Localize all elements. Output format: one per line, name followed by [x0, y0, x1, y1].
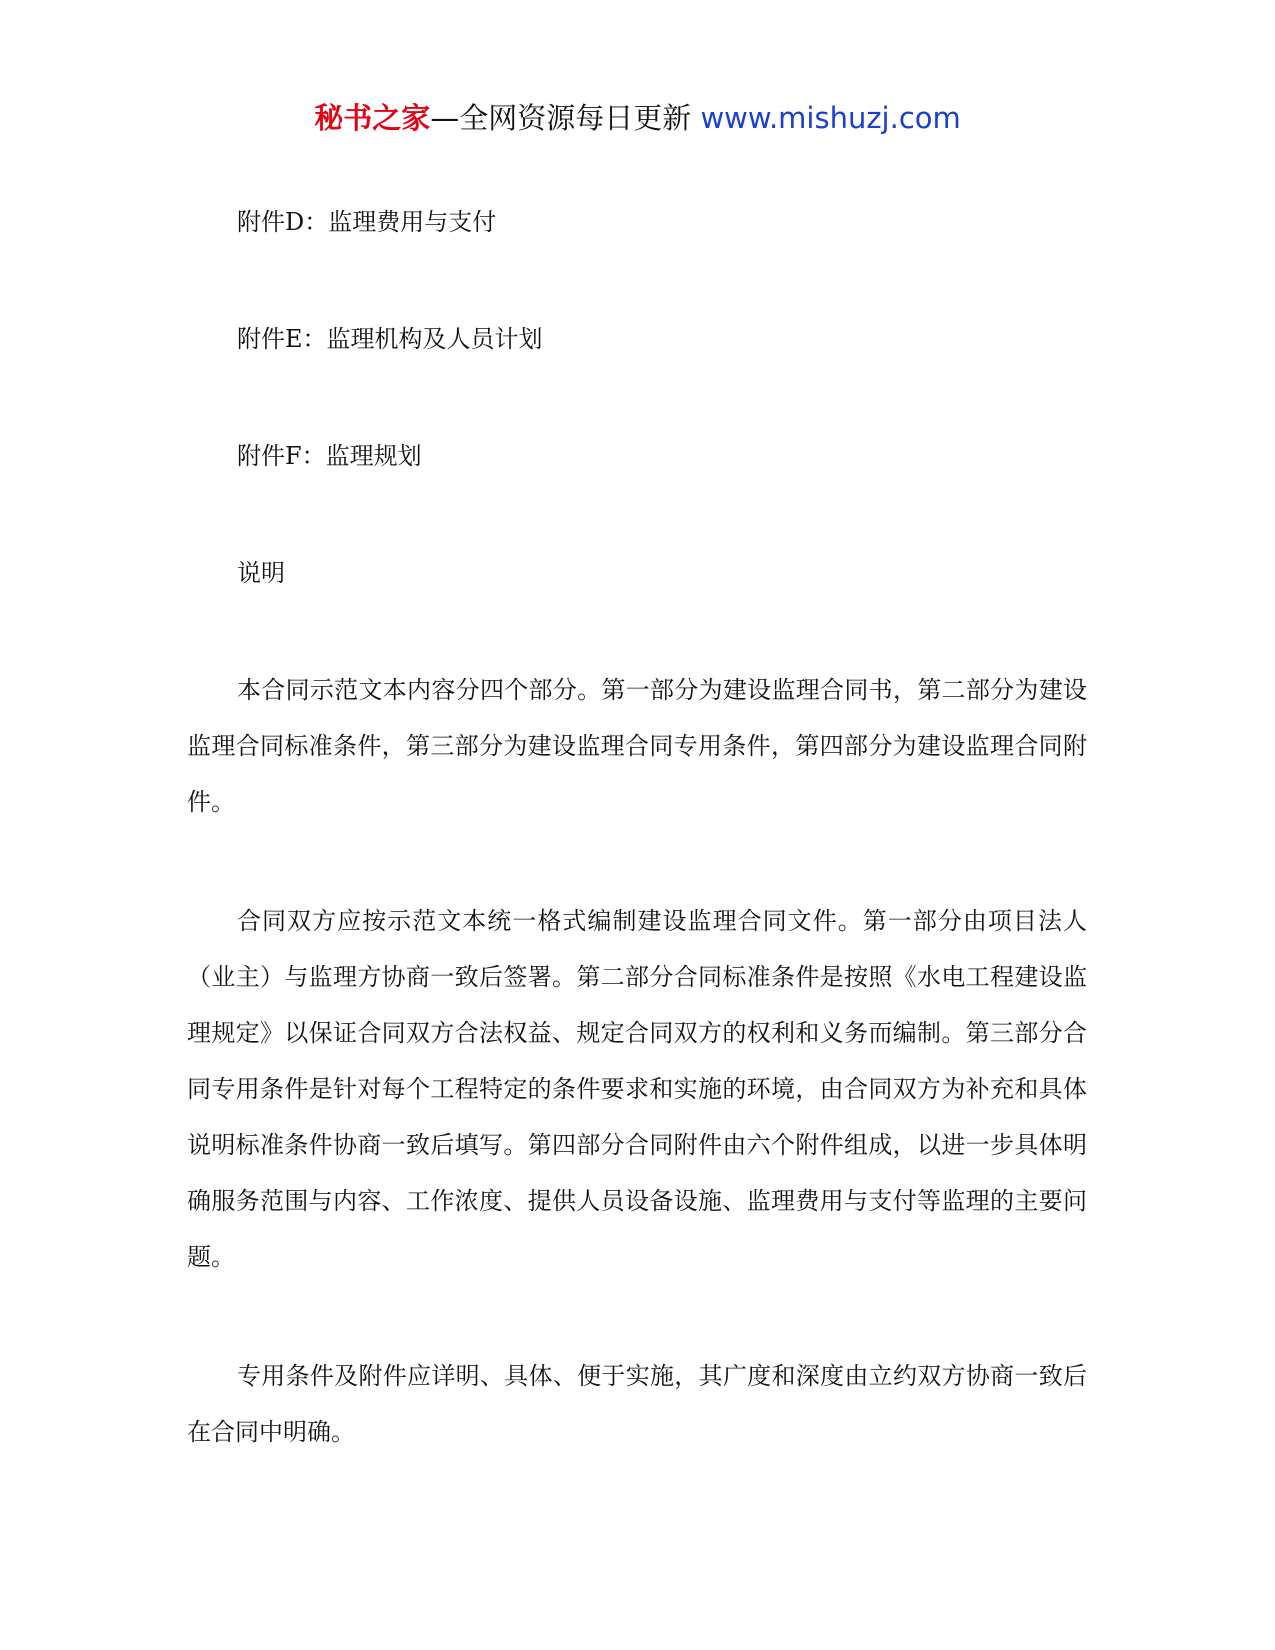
attachment-d: 附件D：监理费用与支付 [237, 208, 497, 236]
attachment-f: 附件F：监理规划 [237, 442, 422, 470]
document-body [187, 194, 1087, 1460]
header-slogan: —全网资源每日更新 [430, 101, 692, 135]
paragraph-structure: 本合同示范文本内容分四个部分。第一部分为建设监理合同书，第二部分为建设监理合同标准条件，第三部分为建设监理合同专用条件，第四部分为建设监理合同附件。 [187, 676, 1087, 816]
attachment-e: 附件E：监理机构及人员计划 [237, 325, 543, 353]
section-title: 说明 [237, 559, 285, 587]
header-url-link[interactable]: www.mishuzj.com [700, 101, 961, 135]
header-brand: 秘书之家 [314, 101, 431, 135]
page-header [0, 98, 1275, 138]
paragraph-special-conditions: 专用条件及附件应详明、具体、便于实施，其广度和深度由立约双方协商一致后在合同中明确。 [187, 1362, 1087, 1446]
paragraph-format: 合同双方应按示范文本统一格式编制建设监理合同文件。第一部分由项目法人（业主）与监理方协商一致后签署。第二部分合同标准条件是按照《水电工程建设监理规定》以保证合同双方合法权益、规定合同双方的权利和义务而编制。第三部分合同专用条件是针对每个工程特定的条件要求和实施的环境，由合同双方为补充和具体说明标准条件协商一致后填写。第四部分合同附件由六个附件组成，以进一步具体明确服务范围与内容、工作浓度、提供人员设备设施、监理费用与支付等监理的主要问题。 [187, 907, 1087, 1271]
